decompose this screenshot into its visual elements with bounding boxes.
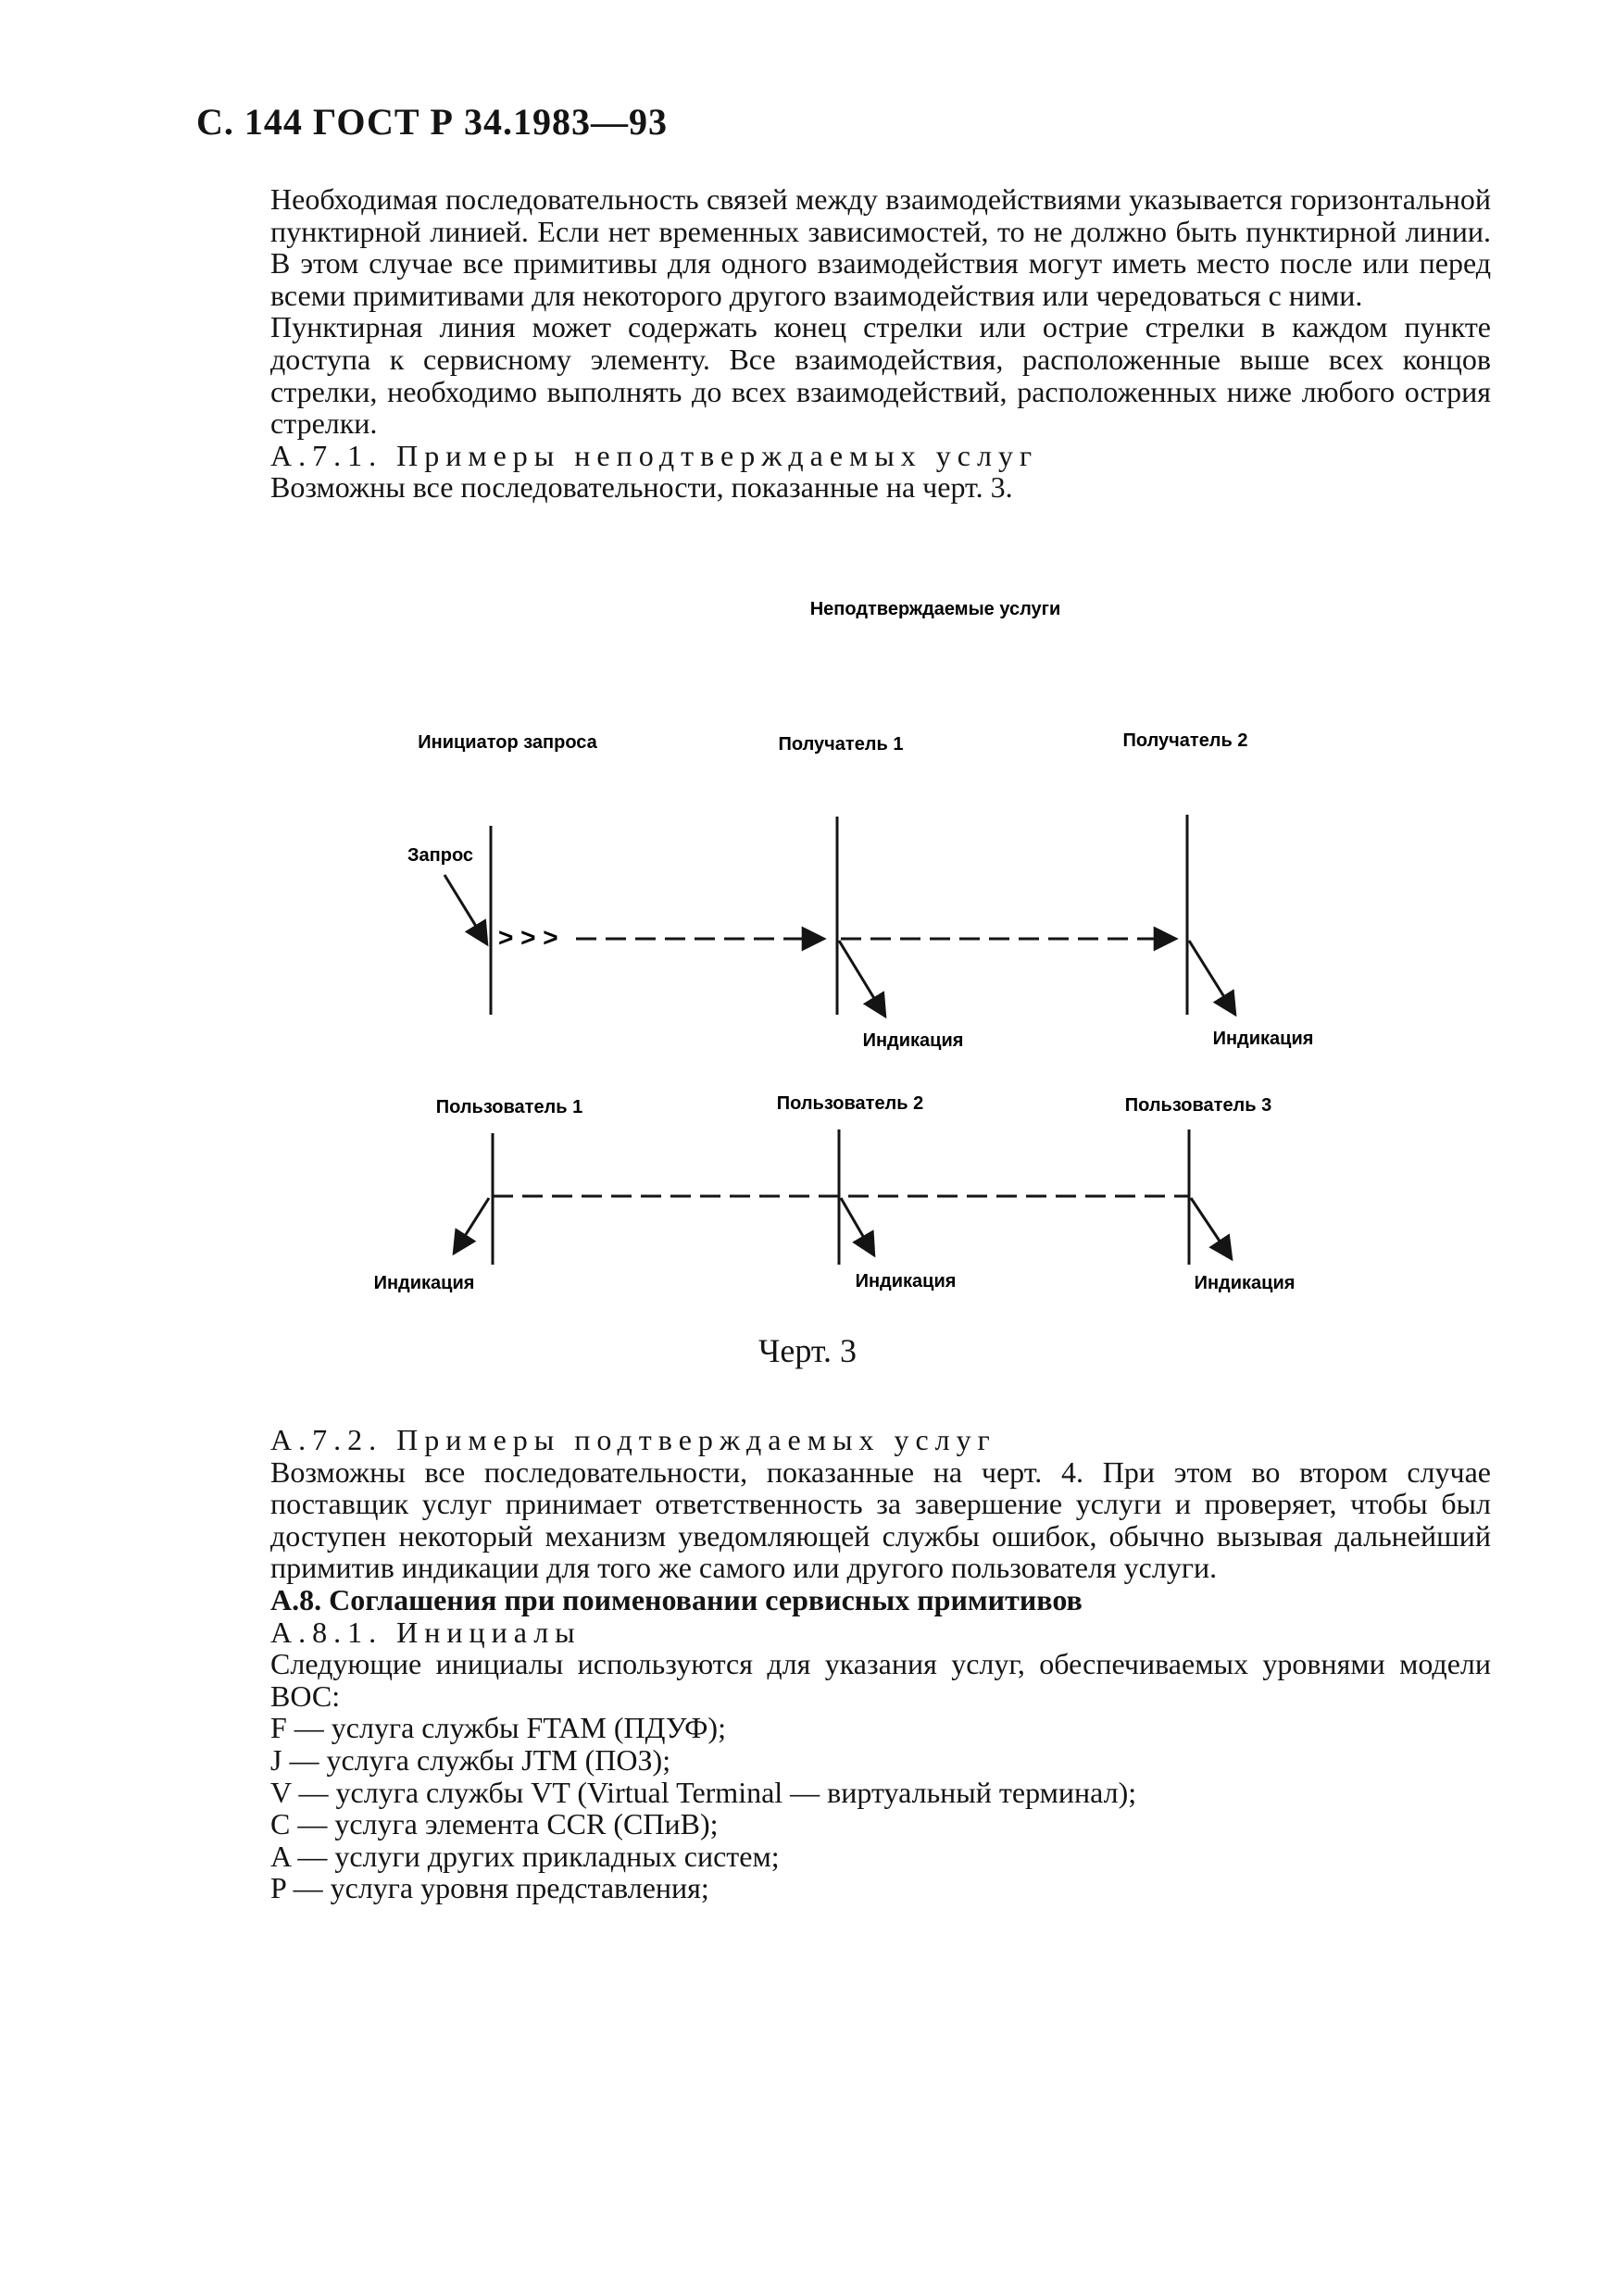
request-arrow <box>444 875 487 944</box>
figure-caption: Черт. 3 <box>758 1332 857 1369</box>
label-user-2: Пользователь 2 <box>776 1093 924 1114</box>
label-indication-recipient-1: Индикация <box>862 1030 964 1051</box>
label-indication-user-2: Индикация <box>855 1271 957 1292</box>
indication-arrow-user-3 <box>1191 1198 1232 1259</box>
label-user-3: Пользователь 3 <box>1124 1095 1272 1116</box>
list-item: A — услуги других прикладных систем; <box>270 1839 780 1873</box>
label-indication-user-3: Индикация <box>1194 1273 1296 1293</box>
section-a81-text: Следующие инициалы используются для указания услуг, обеспечиваемых уровнями модели ВОС: <box>270 1647 1491 1713</box>
indication-arrow-recipient-2 <box>1189 941 1235 1015</box>
label-recipient-2: Получатель 2 <box>1122 730 1248 751</box>
label-indication-recipient-2: Индикация <box>1212 1029 1314 1049</box>
section-a71-heading: А.7.1. Примеры неподтверждаемых услуг <box>270 438 1039 472</box>
section-a71-text: Возможны все последовательности, показанные на черт. 3. <box>270 470 1013 505</box>
list-item: F — услуга службы FTAM (ПДУФ); <box>270 1711 726 1745</box>
indication-arrow-recipient-1 <box>839 941 885 1017</box>
section-a72-heading: А.7.2. Примеры подтверждаемых услуг <box>270 1423 996 1456</box>
page-header: С. 144 ГОСТ Р 34.1983—93 <box>196 101 668 143</box>
label-user-1: Пользователь 1 <box>435 1097 583 1117</box>
label-request-initiator: Инициатор запроса <box>418 732 597 753</box>
figure-title: Неподтверждаемые услуги <box>809 599 1061 619</box>
indication-arrow-user-1 <box>454 1198 489 1254</box>
list-item: V — услуга службы VT (Virtual Terminal — виртуальный терминал); <box>270 1775 1137 1809</box>
paragraph-sequence-links: Необходимая последовательность связей между взаимодействиями указывается горизонтальной пунктирной линией. Если нет временных зависимостей, то не должно быть пунктирной линии. В этом случае все примитивы для одного взаимодействия могут иметь место после или перед всеми примитивами для некоторого другого взаимодействия или чередоваться с ними. <box>270 182 1491 312</box>
paragraph-dashed-line: Пунктирная линия может содержать конец стрелки или острие стрелки в каждом пункте доступа к сервисному элементу. Все взаимодействия, расположенные выше всех концов стрелки, необходимо выполнять до всех взаимодействий, расположенных ниже любого острия стрелки. <box>270 310 1491 441</box>
list-item: J — услуга службы JTM (ПОЗ); <box>270 1742 671 1777</box>
chevron-markers: > > > <box>498 923 558 952</box>
section-a72-text: Возможны все последовательности, показанные на черт. 4. При этом во втором случае поставщик услуг принимает ответственность за завершение услуги и проверяет, чтобы был доступен некоторый механизм уведомляющей службы ошибок, обычно вызывая дальнейший примитив индикации для того же самого или другого пользователя услуги. <box>270 1454 1491 1585</box>
list-item: C — услуга элемента CCR (СПиВ); <box>270 1807 719 1841</box>
section-2-block <box>270 1424 1491 1904</box>
label-recipient-1: Получатель 1 <box>778 734 904 755</box>
label-indication-user-1: Индикация <box>373 1273 475 1293</box>
list-item: P — услуга уровня представления; <box>270 1871 709 1905</box>
section-a8-heading: А.8. Соглашения при поименовании сервисных примитивов <box>270 1582 1083 1616</box>
label-request: Запрос <box>407 845 474 866</box>
indication-arrow-user-2 <box>841 1198 874 1255</box>
section-a81-heading: А.8.1. Инициалы <box>270 1615 582 1649</box>
